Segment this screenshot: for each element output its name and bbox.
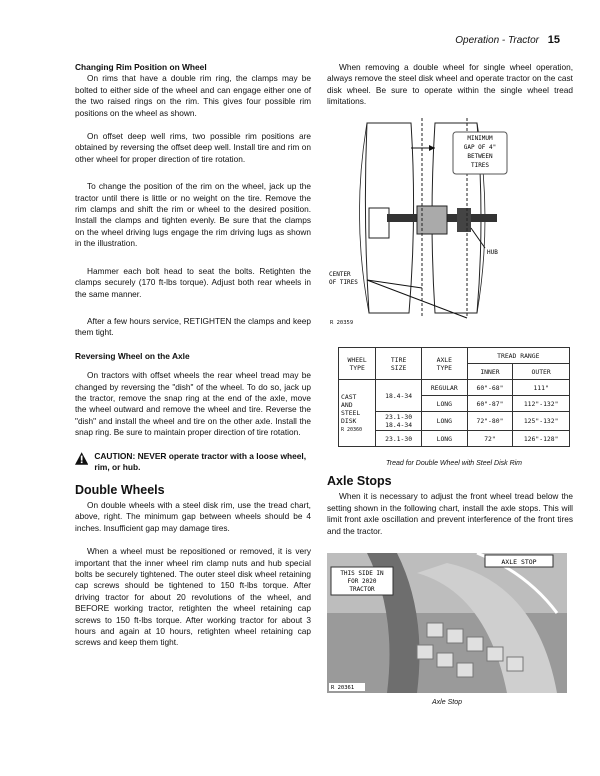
heading-double-wheels: Double Wheels — [75, 482, 165, 497]
paragraph-removing-double: When removing a double wheel for single wheel operation, always remove the steel disk wheel and operate tractor on the cast disk wheel. Be sure to operate within the single wheel tread limitations. — [327, 62, 573, 107]
right-column-top — [327, 62, 573, 120]
heading-reversing-wheel: Reversing Wheel on the Axle — [75, 350, 190, 361]
inner-cell: 72"-80" — [467, 412, 513, 431]
min-gap-line-3: BETWEEN — [467, 153, 493, 160]
caution-text: CAUTION: NEVER operate tractor with a loose wheel, rim, or hub. — [94, 450, 307, 472]
double-wheel-figure — [327, 118, 573, 328]
outer-cell: 112"-132" — [513, 396, 570, 412]
hub-label: HUB — [487, 249, 498, 256]
paragraph-rim-5: After a few hours service, RETIGHTEN the clamps and keep them tight. — [75, 315, 311, 338]
inner-cell: 60"-87" — [467, 396, 513, 412]
paragraph-rim-3: To change the position of the rim on the wheel, jack up the tractor until there is little or no weight on the tire. Remove the rim clamps and shift the rim or wheel to the desired position. Install the clamps and tighten evenly. Be sure that the clamps on the wheel driving lugs engage the rim driving lugs as shown in the illustration. — [75, 181, 311, 249]
table-row — [339, 380, 570, 396]
axle-stop-caption: Axle Stop — [432, 699, 462, 706]
paragraph-rim-1: On rims that have a double rim ring, the clamps may be bolted to either side of the wheel and can engage either one of the two raised rings on the rim. This gives four possible rim positions on the wheel as shown. — [75, 73, 311, 118]
left-column — [75, 62, 311, 661]
center-label-2: OF TIRES — [329, 279, 358, 286]
col-header-tread-range: TREAD RANGE — [467, 348, 569, 364]
warning-icon — [75, 451, 88, 466]
axle-cell: LONG — [421, 431, 467, 447]
paragraph-double-2: When a wheel must be repositioned or removed, it is very important that the inner wheel rim clamp nuts and hub special bolts be securely tightened. The outer steel disk wheel retaining cap screws should be tightened to 150 ft-lbs torque. After driving tractor for about 20 revolutions of the wheel, and BEFORE working tractor, retighten the wheel retaining cap screws to 150 ft-lbs torque. After working tractor for about 3 hours and again at 10 hours, retighten wheel retaining cap screws and keep them tight. — [75, 546, 311, 648]
center-label-1: CENTER — [329, 271, 351, 278]
paragraph-rim-4: Hammer each bolt head to seat the bolts. Retighten the clamps securely (170 ft-lbs torque). Adjust both rear wheels in the same manner. — [75, 265, 311, 299]
right-column-bottom — [327, 476, 573, 549]
tread-table — [338, 347, 570, 447]
figure-1-id: R 20359 — [330, 320, 354, 326]
axle-cell: REGULAR — [421, 380, 467, 396]
tire-cell: 18.4-34 — [376, 380, 422, 412]
tire-cell: 23.1-30 — [376, 431, 422, 447]
caution-block — [75, 451, 311, 473]
axle-stop-label: AXLE STOP — [501, 558, 537, 566]
min-gap-line-2: GAP OF 4" — [463, 144, 497, 151]
axle-cell: LONG — [421, 412, 467, 431]
table-id: R 20360 — [341, 427, 363, 433]
outer-cell: 126"-128" — [513, 431, 570, 447]
paragraph-axle-stops: When it is necessary to adjust the front wheel tread below the setting shown in the following chart, install the axle stops. This will limit front axle oscillation and prevent interference of the front tires and the tractor. — [327, 491, 573, 536]
min-gap-line-1: MINIMUM — [467, 135, 493, 142]
outer-cell: 125"-132" — [513, 412, 570, 431]
wheel-type-cell: CAST AND STEEL DISK R 20360 — [339, 380, 376, 447]
page-number: 15 — [547, 34, 560, 46]
tire-cell: 23.1-30 18.4-34 — [376, 412, 422, 431]
col-header-outer: OUTER — [513, 364, 570, 380]
heading-rim-position: Changing Rim Position on Wheel — [75, 62, 207, 72]
inner-cell: 60"-68" — [467, 380, 513, 396]
paragraph-double-1: On double wheels with a steel disk rim, use the tread chart, above, right. The minimum gap between wheels should be 4 inches. Insufficient gap may damage tires. — [75, 499, 311, 533]
min-gap-line-4: TIRES — [470, 162, 490, 169]
paragraph-rim-2: On offset deep well rims, two possible rim positions are obtained by reversing the offset deep well. Install tire and rim on other wheel for proper direction of tire rotation. — [75, 131, 311, 164]
heading-axle-stops: Axle Stops — [327, 474, 392, 488]
figure-2-id: R 20361 — [331, 685, 355, 691]
this-side-line-3: TRACTOR — [349, 586, 375, 593]
this-side-line-1: THIS SIDE IN — [340, 570, 384, 577]
col-header-tire: TIRE SIZE — [376, 348, 422, 380]
outer-cell: 111" — [513, 380, 570, 396]
inner-cell: 72" — [467, 431, 513, 447]
section-title: Operation - Tractor — [455, 35, 539, 46]
page-header — [455, 34, 560, 46]
axle-cell: LONG — [421, 396, 467, 412]
col-header-wheel: WHEEL TYPE — [339, 348, 376, 380]
this-side-line-2: FOR 2020 — [347, 578, 377, 585]
paragraph-reverse: On tractors with offset wheels the rear wheel tread may be changed by reversing the "dish" of the wheel. To do so, jack up the tractor, remove the snap ring at the end of the axle, move the wheel outward and remove the wheel and tire. Reverse the "dish" and install the wheel and tire on the other axle. Install the snap ring. Be sure to maintain proper direction of tire rotation. — [75, 370, 311, 438]
axle-stop-photo — [327, 553, 567, 693]
table-caption: Tread for Double Wheel with Steel Disk Rim — [385, 460, 523, 467]
col-header-axle: AXLE TYPE — [421, 348, 467, 380]
col-header-inner: INNER — [467, 364, 513, 380]
